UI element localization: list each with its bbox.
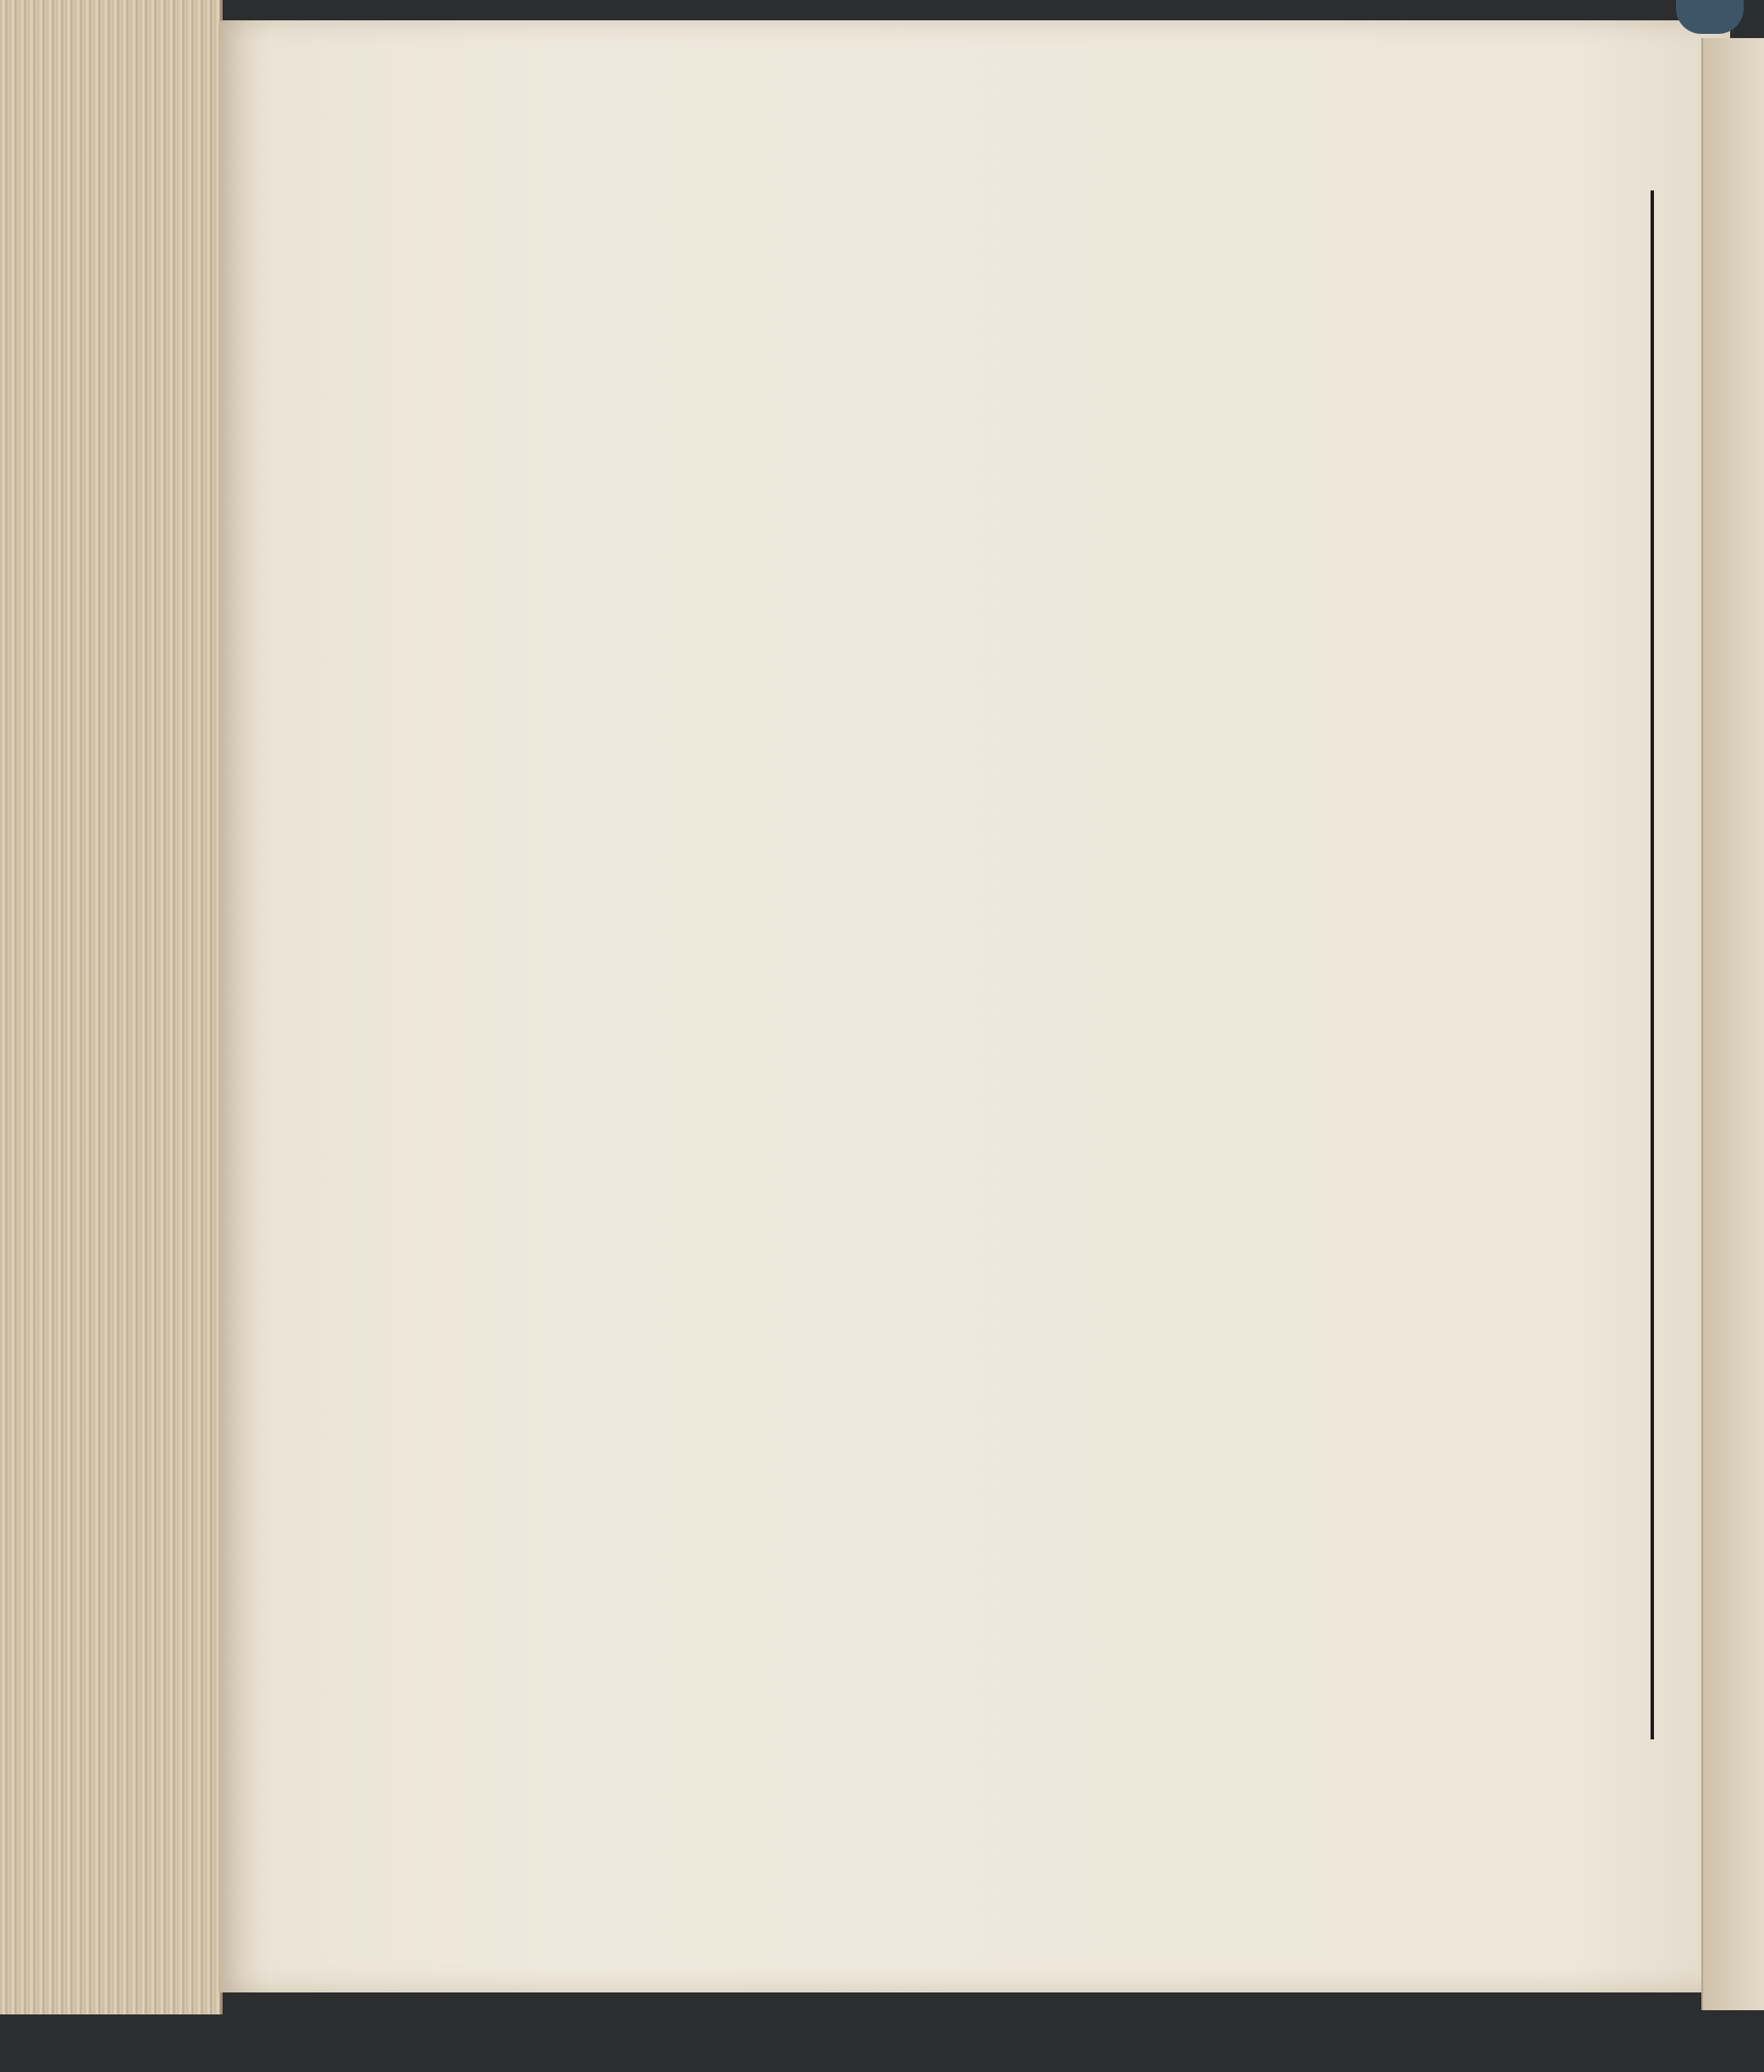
ornament-border-left xyxy=(479,135,547,1777)
ornament-border-top xyxy=(622,135,1629,195)
book-clasp xyxy=(1676,0,1744,34)
book-page xyxy=(218,20,1730,1992)
facing-page-edge xyxy=(1701,38,1764,2010)
page-edges xyxy=(0,0,223,2014)
ornament-border-bottom xyxy=(479,1710,1630,1786)
frame-rule-right xyxy=(1651,190,1654,1739)
